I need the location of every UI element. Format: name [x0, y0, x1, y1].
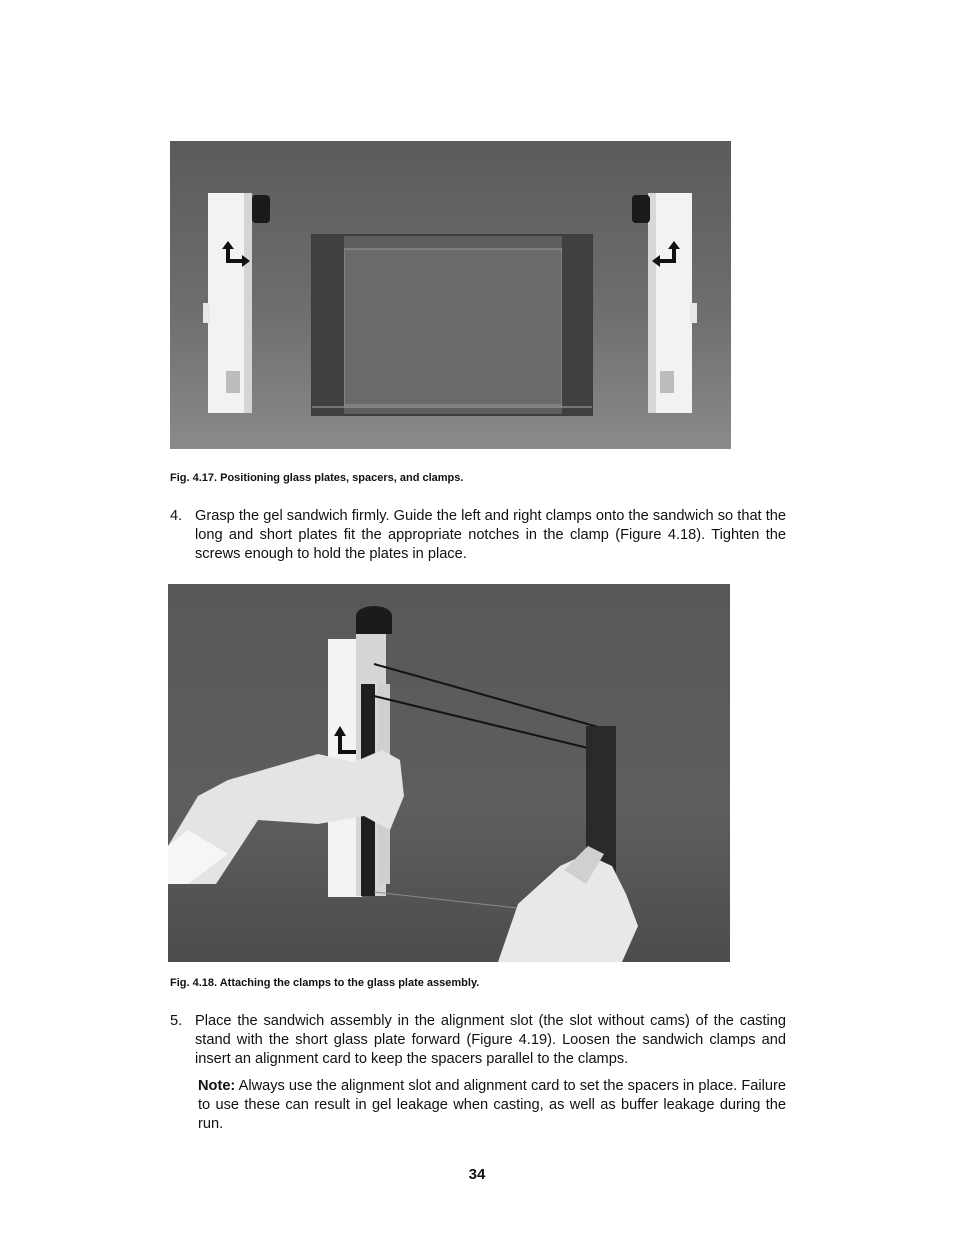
step-number: 5.: [170, 1013, 183, 1029]
page-number: 34: [468, 1166, 486, 1183]
step-text: Grasp the gel sandwich firmly. Guide the left and right clamps onto the sandwich so that the long and short plates fit the appropriate notches in the clamp (Figure 4.18). Tighten the screws enough to hold the plates in place.: [195, 508, 786, 562]
note-label: Note:: [198, 1078, 236, 1094]
step-text: Place the sandwich assembly in the alignment slot (the slot without cams) of the casting stand with the short glass plate forward (Figure 4.19). Loosen the sandwich clamps and insert an alignment card to keep the spacers parallel to the clamps.: [195, 1013, 786, 1067]
figure-4-17-photo: [170, 141, 731, 449]
figure-caption: Fig. 4.18. Attaching the clamps to the glass plate assembly.: [170, 977, 480, 989]
figure-4-18-photo: [168, 584, 730, 962]
note-paragraph: [198, 1077, 786, 1134]
procedure-step: [170, 1012, 786, 1069]
procedure-step: [170, 507, 786, 564]
glass-plate-sandwich: [312, 235, 592, 415]
step-number: 4.: [170, 508, 183, 524]
note-text: Always use the alignment slot and alignment card to set the spacers in place. Failure to use these can result in gel leakage when casting, as well as buffer leakage during the run.: [198, 1078, 786, 1132]
figure-caption: Fig. 4.17. Positioning glass plates, spacers, and clamps.: [170, 472, 464, 484]
